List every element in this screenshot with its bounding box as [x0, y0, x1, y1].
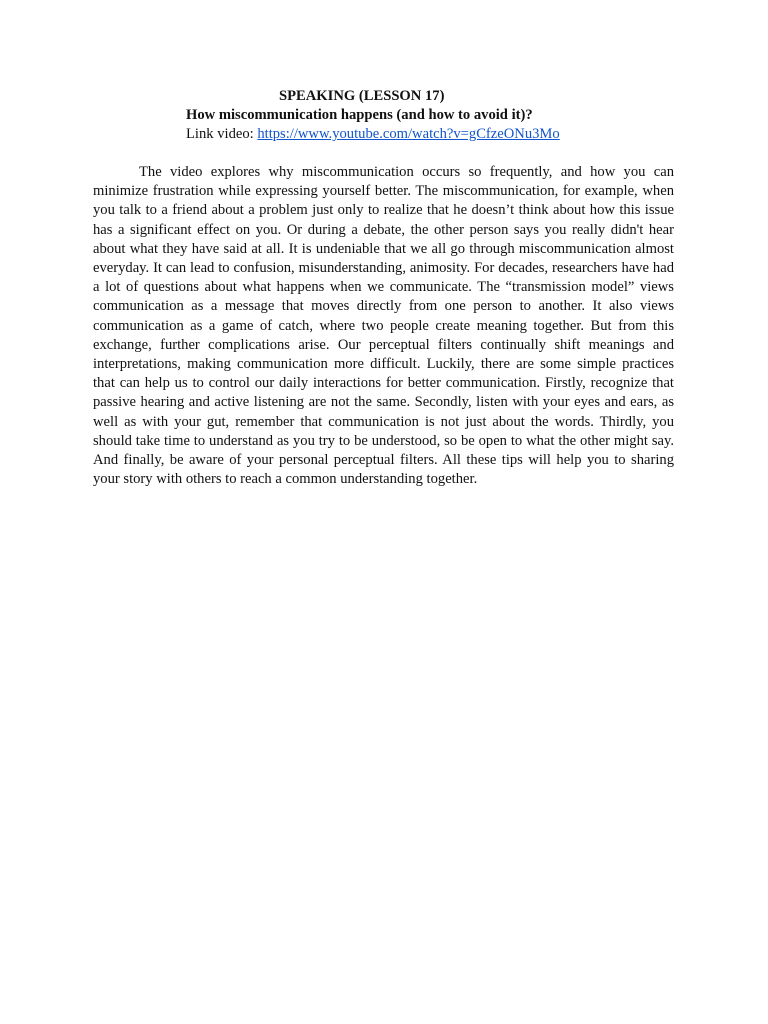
body-paragraph: The video explores why miscommunication occurs so frequently, and how you can minimize frustration while expressing yourself better. The miscommunication, for example, when you talk to a friend about a problem just only to realize that he doesn’t think about how this issue has a significant effect on you. Or during a debate, the other person says you really didn't hear about what they have said at all. It is undeniable that we all go through miscommunication almost everyday. It can lead to confusion, misunderstanding, animosity. For decades, researchers have had a lot of questions about what happens when we communicate. The “transmission model” views communication as a message that moves directly from one person to another. It also views communication as a game of catch, where two people create meaning together. But from this exchange, further complications arise. Our perceptual filters continually shift meanings and interpretations, making communication more difficult. Luckily, there are some simple practices that can help us to control our daily interactions for better communication. Firstly, recognize that passive hearing and active listening are not the same. Secondly, listen with your eyes and ears, as well as with your gut, remember that communication is not just about the words. Thirdly, you should take time to understand as you try to be understood, so be open to what the other might say. And finally, be aware of your personal perceptual filters. All these tips will help you to sharing your story with others to reach a common understanding together. [93, 164, 674, 488]
link-label: Link video: [186, 126, 258, 142]
lesson-title: SPEAKING (LESSON 17) [279, 88, 445, 104]
lesson-subtitle: How miscommunication happens (and how to avoid it)? [186, 107, 533, 123]
video-link[interactable]: https://www.youtube.com/watch?v=gCfzeONu3Mo [257, 126, 560, 142]
video-link-line [186, 125, 560, 144]
